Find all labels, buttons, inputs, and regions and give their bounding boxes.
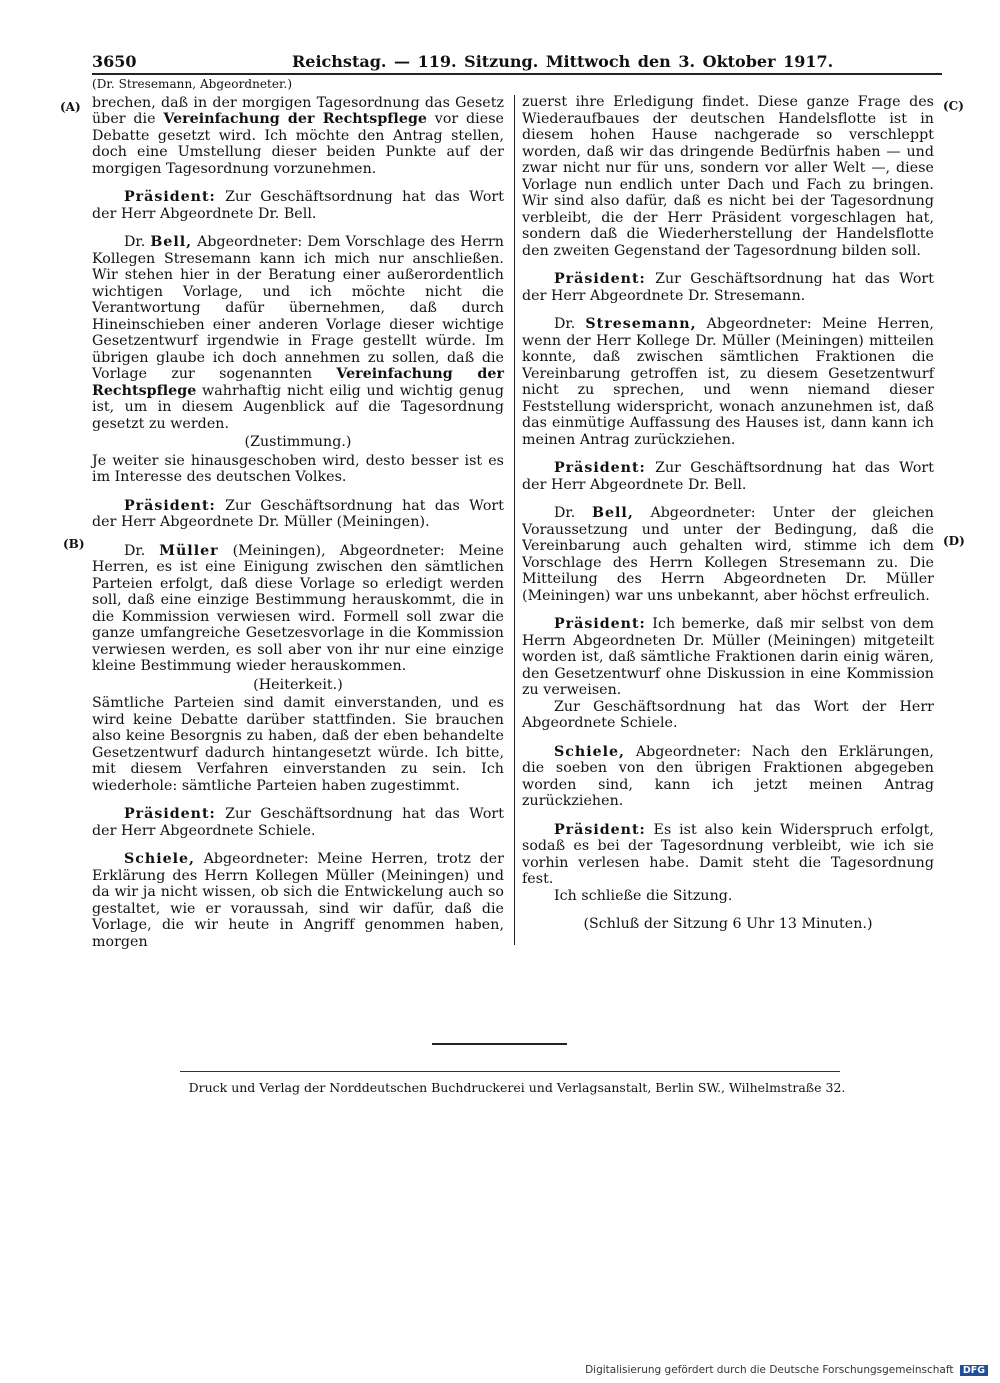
paragraph: [522, 505, 934, 604]
printer-imprint: Druck und Verlag der Norddeutschen Buchdruckerei und Verlagsanstalt, Berlin SW., Wilhelmstraße 32.: [188, 1080, 846, 1095]
speaker-name: Präsident:: [554, 616, 646, 632]
margin-marker-b: (B): [63, 537, 85, 551]
paragraph: [522, 316, 934, 448]
paragraph: Zur Geschäftsordnung hat das Wort der Herr Abgeordnete Schiele.: [522, 698, 934, 731]
page-number: 3650: [92, 52, 137, 71]
paragraph: [522, 616, 934, 699]
paragraph: [522, 460, 934, 493]
margin-marker-d: (D): [943, 534, 965, 548]
funding-note: [585, 1364, 988, 1376]
speaker-name: Müller: [159, 542, 219, 559]
paragraph-text: Zur Geschäftsordnung hat das Wort der Herr Abgeordnete Schiele.: [92, 806, 504, 839]
paragraph-text: Dr.: [554, 316, 586, 332]
funding-text: Digitalisierung gefördert durch die Deutsche Forschungsgemeinschaft: [585, 1364, 954, 1376]
header-rule: [92, 73, 942, 75]
running-head: (Dr. Stresemann, Abgeordneter.): [92, 77, 293, 91]
paragraph-text: Abgeordneter: Meine Herren, wenn der Herr Kollege Dr. Müller (Meiningen) mitteilen konnte, daß zwischen sämtlichen Fraktionen die Vereinbarung getroffen ist, zu diesem Gesetzentwurf nicht zu sprechen, und wenn niemand dieser Feststellung widerspricht, wonach anzunehmen ist, daß das einmütige Auffassung des Hauses ist, dann kann ich meinen Antrag zurückziehen.: [522, 316, 934, 448]
column-divider: [514, 95, 515, 945]
speaker-name: Schiele,: [124, 851, 195, 867]
paragraph: [92, 498, 504, 531]
header-title: Reichstag. — 119. Sitzung. Mittwoch den 3. Oktober 1917.: [292, 52, 834, 71]
paragraph-text: Abgeordneter: Unter der gleichen Voraussetzung und unter der Bedingung, daß die Vereinbarung auch gehalten wird, stimme ich dem Vorschlage des Herrn Kollegen Stresemann zu. Die Mitteilung des Herrn Abgeordneten Dr. Müller (Meiningen) war uns unbekannt, aber höchst erfreulich.: [522, 505, 934, 604]
speaker-name: Schiele,: [554, 743, 625, 760]
speaker-name: Präsident:: [554, 460, 646, 476]
emphasis-text: Vereinfachung der Rechtspflege: [163, 111, 427, 127]
emphasis-text: Vereinfachung der Rechtspflege: [92, 366, 504, 399]
interjection: (Zustimmung.): [244, 434, 352, 450]
interjection: (Heiterkeit.): [253, 676, 343, 693]
margin-marker-a: (A): [60, 100, 81, 114]
paragraph: [92, 851, 504, 950]
paragraph-text: Abgeordneter: Dem Vorschlage des Herrn Kollegen Stresemann kann ich mich nur anschließen. Wir stehen hier in der Beratung einer außerordentlich wichtigen Vorlage, und ich möchte nicht die Verantwortung dafür übernehmen, daß durch Hineinschieben einer anderen Vorlage dieser wichtige Gesetzentwurf irgendwie in Frage gestellt würde. Im übrigen glaube ich doch annehmen zu sollen, daß die Vorlage zur sogenannten: [92, 234, 504, 382]
end-rule: [432, 1043, 567, 1045]
paragraph: [522, 822, 934, 888]
paragraph-text: Dr.: [124, 234, 151, 250]
paragraph-text: Es ist also kein Widerspruch erfolgt, sodaß es bei der Tagesordnung verbleibt, wie ich sie vorhin verlesen habe. Damit steht die Tagesordnung fest.: [522, 821, 934, 887]
paragraph: [522, 271, 934, 304]
paragraph-text: Abgeordneter: Meine Herren, trotz der Erklärung des Herrn Kollegen Müller (Meiningen) und da wir ja nicht wissen, ob sich die Entwickelung auch so gestaltet, wie er voraussah, sind wir dafür, daß die Vorlage, die wir heute in Angriff genommen haben, morgen: [92, 851, 504, 950]
paragraph-text: wahrhaftig nicht eilig und wichtig genug ist, um in diesem Augenblick auf die Tagesordnung gesetzt zu werden.: [92, 382, 504, 432]
paragraph: [92, 543, 504, 675]
right-column: [522, 76, 934, 933]
dfg-logo-icon: DFG: [960, 1365, 988, 1376]
footer-rule: [180, 1071, 840, 1072]
session-closing: (Schluß der Sitzung 6 Uhr 13 Minuten.): [583, 916, 873, 932]
paragraph-text: Zur Geschäftsordnung hat das Wort der Herr Abgeordnete Dr. Bell.: [92, 189, 504, 222]
speaker-name: Bell,: [592, 505, 634, 521]
paragraph-text: Zur Geschäftsordnung hat das Wort der Herr Abgeordnete Dr. Bell.: [522, 460, 934, 493]
paragraph: [92, 806, 504, 839]
column-spacer: [522, 76, 934, 94]
paragraph-text: (Meiningen), Abgeordneter: Meine Herren, es ist eine Einigung zwischen den sämtlichen Parteien erfolgt, daß diese Vorlage so erledigt werden soll, daß eine einzige Bestimmung herauskommt, die in die Kommission verwiesen wird. Formell soll zwar die ganze umfangreiche Gesetzesvorlage in die Kommission verwiesen werden, es soll aber von ihr nur eine einzige kleine Bestimmung wieder herauskommen.: [92, 542, 504, 674]
paragraph-text: Dr.: [124, 542, 160, 559]
speaker-name: Bell,: [150, 234, 193, 250]
paragraph-text: Abgeordneter: Nach den Erklärungen, die soeben von den übrigen Fraktionen abgegeben worden sind, kann ich jetzt meinen Antrag zurückziehen.: [522, 743, 934, 809]
paragraph: [92, 189, 504, 222]
paragraph: zuerst ihre Erledigung findet. Diese ganze Frage des Wiederaufbaues der deutschen Handelsflotte ist in diesem hohen Hause nachgerade so verschleppt worden, daß wir das dringende Bedürfnis haben — und zwar nicht nur für uns, sondern vor aller Welt —, diese Vorlage nun endlich unter Dach und Fach zu bringen. Wir sind also dafür, daß es nicht bei der Tagesordnung verbleibt, die der Herr Präsident vorgeschlagen hat, sondern daß die Wiederherstellung der Handelsflotte den zweiten Gegenstand der Tagesordnung bilden soll.: [522, 94, 934, 259]
speaker-name: Präsident:: [124, 497, 216, 514]
speaker-name: Stresemann,: [585, 316, 697, 332]
paragraph-text: vor diese Debatte gesetzt wird. Ich möchte den Antrag stellen, doch eine Umstellung dieser beiden Punkte auf der morgigen Tagesordnung vorzunehmen.: [92, 111, 504, 177]
paragraph-text: brechen, daß in der morgigen Tagesordnung das Gesetz über die: [92, 94, 504, 127]
speaker-name: Präsident:: [554, 821, 646, 838]
paragraph: Ich schließe die Sitzung.: [554, 887, 733, 904]
speaker-name: Präsident:: [554, 271, 646, 287]
margin-marker-c: (C): [943, 99, 964, 113]
paragraph-text: Zur Geschäftsordnung hat das Wort der Herr Abgeordnete Dr. Müller (Meiningen).: [92, 497, 504, 530]
paragraph: [92, 234, 504, 432]
paragraph-text: Dr.: [554, 505, 593, 521]
left-column: [92, 76, 504, 962]
paragraph-text: Ich bemerke, daß mir selbst von dem Herrn Abgeordneten Dr. Müller (Meiningen) mitgeteilt worden ist, daß sämtliche Fraktionen darin einig wären, den Gesetzentwurf ohne Diskussion in eine Kommission zu verweisen.: [522, 616, 934, 698]
paragraph: Je weiter sie hinausgeschoben wird, desto besser ist es im Interesse des deutschen Volkes.: [92, 452, 504, 485]
paragraph: Sämtliche Parteien sind damit einverstanden, und es wird keine Debatte darüber stattfinden. Sie brauchen also keine Besorgnis zu haben, daß der eben behandelte Gesetzentwurf dadurch hintangesetzt würde. Ich bitte, mit diesem Verfahren einverstanden zu sein. Ich wiederhole: sämtliche Parteien haben zugestimmt.: [92, 695, 504, 794]
paragraph: [92, 95, 504, 178]
paragraph: [522, 744, 934, 810]
speaker-name: Präsident:: [124, 806, 216, 822]
speaker-name: Präsident:: [124, 189, 216, 205]
paragraph-text: Zur Geschäftsordnung hat das Wort der Herr Abgeordnete Dr. Stresemann.: [522, 271, 934, 304]
